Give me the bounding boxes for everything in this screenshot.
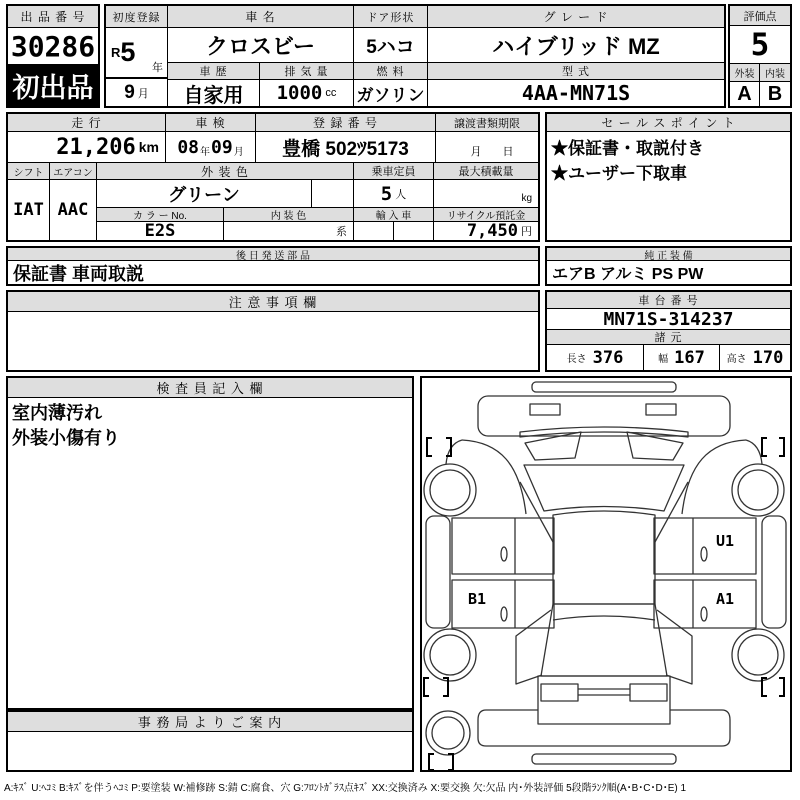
door-value: 5ハコ <box>354 28 428 62</box>
capacity-unit: 人 <box>395 188 407 201</box>
aircon-label: エアコン <box>50 162 97 180</box>
vehicle-header-box <box>104 4 726 108</box>
sales-point-item: ★保証書・取説付き <box>551 139 704 158</box>
a-pillar-left <box>520 482 553 542</box>
reg-no-label: 登 録 番 号 <box>256 114 436 132</box>
interior-grade: B <box>767 82 783 105</box>
displacement-cell <box>260 80 354 106</box>
wheel-front-left-inner <box>430 470 470 510</box>
later-parts-value: 保証書 車両取説 <box>13 263 145 284</box>
door-handle <box>501 547 507 561</box>
first-reg-year-cell <box>106 28 168 78</box>
front-lip <box>532 382 676 392</box>
grade-label: グ レ ー ド <box>428 6 724 28</box>
displacement-value: 1000 <box>276 82 323 104</box>
auction-number-box <box>6 4 100 108</box>
mileage-label: 走 行 <box>8 114 166 132</box>
front-door-right <box>654 518 756 574</box>
spec-length-cell <box>547 345 644 370</box>
year-suffix: 年 <box>152 62 163 74</box>
spec-length-value: 376 <box>592 347 624 368</box>
import-label: 輸 入 車 <box>354 208 434 222</box>
chassis-box <box>545 290 792 372</box>
inspection-cell <box>166 132 256 162</box>
aircon-value: AAC <box>50 180 97 240</box>
inspector-label: 検 査 員 記 入 欄 <box>8 378 412 398</box>
fuel-value: ガソリン <box>354 80 428 106</box>
taillight-left <box>541 684 578 701</box>
interior-label: 内装 <box>760 64 790 82</box>
sales-point-label: セ ー ル ス ポ イ ン ト <box>547 114 790 132</box>
spec-width-value: 167 <box>674 347 705 368</box>
fender-arc-front-right <box>746 440 762 464</box>
capacity-label: 乗車定員 <box>354 162 434 180</box>
front-bumper-vent-right <box>646 404 676 415</box>
recycle-fee: 7,450 <box>466 222 518 240</box>
oem-equipment-box <box>545 246 792 286</box>
rear-garnish <box>578 689 630 695</box>
taillight-right <box>630 684 667 701</box>
import-cell-1 <box>354 222 394 240</box>
fender-line-front-right <box>682 440 746 514</box>
fuel-label: 燃 料 <box>354 62 428 80</box>
first-reg-year: 5 <box>120 37 136 67</box>
office-box <box>6 710 414 772</box>
damage-diagram-box <box>420 376 792 772</box>
chassis-label: 車 台 番 号 <box>547 292 790 309</box>
max-load-unit: kg <box>521 193 532 204</box>
inspection-year: 08 <box>177 136 199 158</box>
score-box <box>728 4 792 108</box>
chassis-value: MN71S-314237 <box>547 309 790 330</box>
damage-mark-b1: B1 <box>468 590 487 608</box>
inspector-notes <box>12 401 120 451</box>
wheel-front-right <box>732 464 784 516</box>
wheel-rear-right-inner <box>738 635 778 675</box>
sill-left <box>426 516 450 628</box>
sales-point-list <box>551 136 704 186</box>
inspection-month: 09 <box>211 136 233 158</box>
wheel-rear-right <box>732 629 784 681</box>
ext-color-label: 外 装 色 <box>97 162 354 180</box>
score-value: 5 <box>730 26 790 64</box>
sales-point-item: ★ユーザー下取車 <box>551 164 687 183</box>
auction-number-label: 出 品 番 号 <box>8 6 98 28</box>
color-no-value: E2S <box>97 222 224 240</box>
wheel-rear-left <box>424 629 476 681</box>
first-listing-badge: 初出品 <box>8 64 98 106</box>
int-color-suffix: 系 <box>336 226 347 238</box>
later-parts-label: 後 日 発 送 部 品 <box>8 248 538 261</box>
shift-label: シフト <box>8 162 50 180</box>
sales-point-box <box>545 112 792 242</box>
door-handle <box>701 607 707 621</box>
damage-code-legend: A:ｷｽﾞ U:ﾍｺﾐ B:ｷｽﾞを伴うﾍｺﾐ P:要塗装 W:補修跡 S:錆 C:腐食、穴 G:ﾌﾛﾝﾄｶﾞﾗｽ点ｷｽﾞ XX:交換済み X:要交換 欠:欠品 内･外装評価 5段階ﾗﾝｸ順(A･B･C･D･E) 1 <box>4 783 687 794</box>
import-cell-2 <box>394 222 434 240</box>
max-load-label: 最大積載量 <box>434 162 538 180</box>
exterior-label: 外装 <box>730 64 760 82</box>
wheel-front-left <box>424 464 476 516</box>
displacement-unit: cc <box>325 87 337 99</box>
auction-number-value: 30286 <box>10 29 96 63</box>
first-reg-label: 初度登録 <box>106 6 168 28</box>
recycle-unit: 円 <box>521 226 532 238</box>
max-load-cell <box>434 180 538 208</box>
inspector-note-line: 室内薄汚れ <box>12 403 102 423</box>
front-door-left <box>452 518 554 574</box>
office-value <box>8 732 412 770</box>
later-parts-box <box>6 246 540 286</box>
rear-bumper <box>478 710 730 746</box>
a-pillar-right <box>655 482 688 542</box>
sill-right <box>762 516 786 628</box>
windshield <box>524 465 684 511</box>
notes-label: 注 意 事 項 欄 <box>8 292 538 312</box>
shift-value: IAT <box>8 180 50 240</box>
int-color-cell <box>224 222 354 240</box>
car-diagram <box>422 378 790 770</box>
front-bumper-vent-left <box>530 404 560 415</box>
ext-color-value: グリーン <box>97 180 312 208</box>
reg-no-value: 豊橋 502ﾂ5173 <box>256 132 436 162</box>
door-handle <box>701 547 707 561</box>
car-name-value: クロスビー <box>168 28 354 62</box>
month-suffix: 月 <box>137 87 149 100</box>
int-color-label: 内 装 色 <box>224 208 354 222</box>
spec-height-cell <box>720 345 790 370</box>
mileage-unit: km <box>138 139 159 155</box>
transfer-label: 譲渡書類期限 <box>436 114 538 132</box>
oem-equipment-label: 純 正 装 備 <box>547 248 790 261</box>
grade-value: ハイブリッド MZ <box>492 33 660 59</box>
spec-width-cell <box>644 345 720 370</box>
transfer-cell <box>436 132 538 162</box>
capacity-cell <box>354 180 434 208</box>
transfer-month-label: 月 <box>470 146 482 158</box>
spec-length-label: 長さ <box>566 354 587 365</box>
notes-box <box>6 290 540 372</box>
history-value: 自家用 <box>168 80 260 106</box>
inspector-box <box>6 376 414 710</box>
first-reg-era: R <box>111 45 121 60</box>
info-box <box>6 112 540 242</box>
score-label: 評価点 <box>730 6 790 26</box>
spec-height-value: 170 <box>752 347 784 368</box>
inspection-label: 車 検 <box>166 114 256 132</box>
first-reg-month-cell <box>106 78 168 106</box>
mileage-cell <box>8 132 166 162</box>
fender-arc-front-left <box>446 440 462 464</box>
history-label: 車 歴 <box>168 62 260 80</box>
notes-value <box>8 312 538 370</box>
rear-window-line <box>553 616 655 620</box>
recycle-label: リサイクル預託金 <box>434 208 538 222</box>
specs-label: 諸 元 <box>547 330 790 345</box>
roof <box>553 511 655 604</box>
inspection-month-suffix: 月 <box>233 146 244 158</box>
front-bumper <box>478 396 730 436</box>
oem-equipment-value: エアB アルミ PS PW <box>552 266 704 283</box>
exterior-grade: A <box>730 82 760 106</box>
mileage-value: 21,206 <box>56 134 136 160</box>
spec-width-label: 幅 <box>658 354 669 365</box>
fender-line-front-left <box>462 440 526 514</box>
first-reg-month: 9 <box>124 81 135 103</box>
wheel-rear-left-inner <box>430 635 470 675</box>
inspector-note-line: 外装小傷有り <box>12 428 120 448</box>
spare-tire-inner <box>432 717 464 749</box>
spec-height-label: 高さ <box>726 354 747 365</box>
model-code-value: 4AA-MN71S <box>521 81 631 105</box>
color-no-label: カ ラ ー No. <box>97 208 224 222</box>
rear-panel <box>538 676 670 724</box>
car-name-label: 車 名 <box>168 6 354 28</box>
displacement-label: 排 気 量 <box>260 62 354 80</box>
door-label: ドア形状 <box>354 6 428 28</box>
capacity-value: 5 <box>380 182 393 205</box>
inspection-year-suffix: 年 <box>200 146 210 158</box>
damage-mark-u1: U1 <box>716 532 735 550</box>
damage-mark-a1: A1 <box>716 590 735 608</box>
door-handle <box>501 607 507 621</box>
recycle-cell <box>434 222 538 240</box>
wheel-front-right-inner <box>738 470 778 510</box>
transfer-day-label: 日 <box>502 146 514 158</box>
model-code-label: 型 式 <box>428 62 724 80</box>
office-label: 事 務 局 よ り ご 案 内 <box>8 712 412 732</box>
rear-window <box>541 604 667 676</box>
ext-color-extra-cell <box>312 180 354 208</box>
rear-lip <box>532 754 676 764</box>
